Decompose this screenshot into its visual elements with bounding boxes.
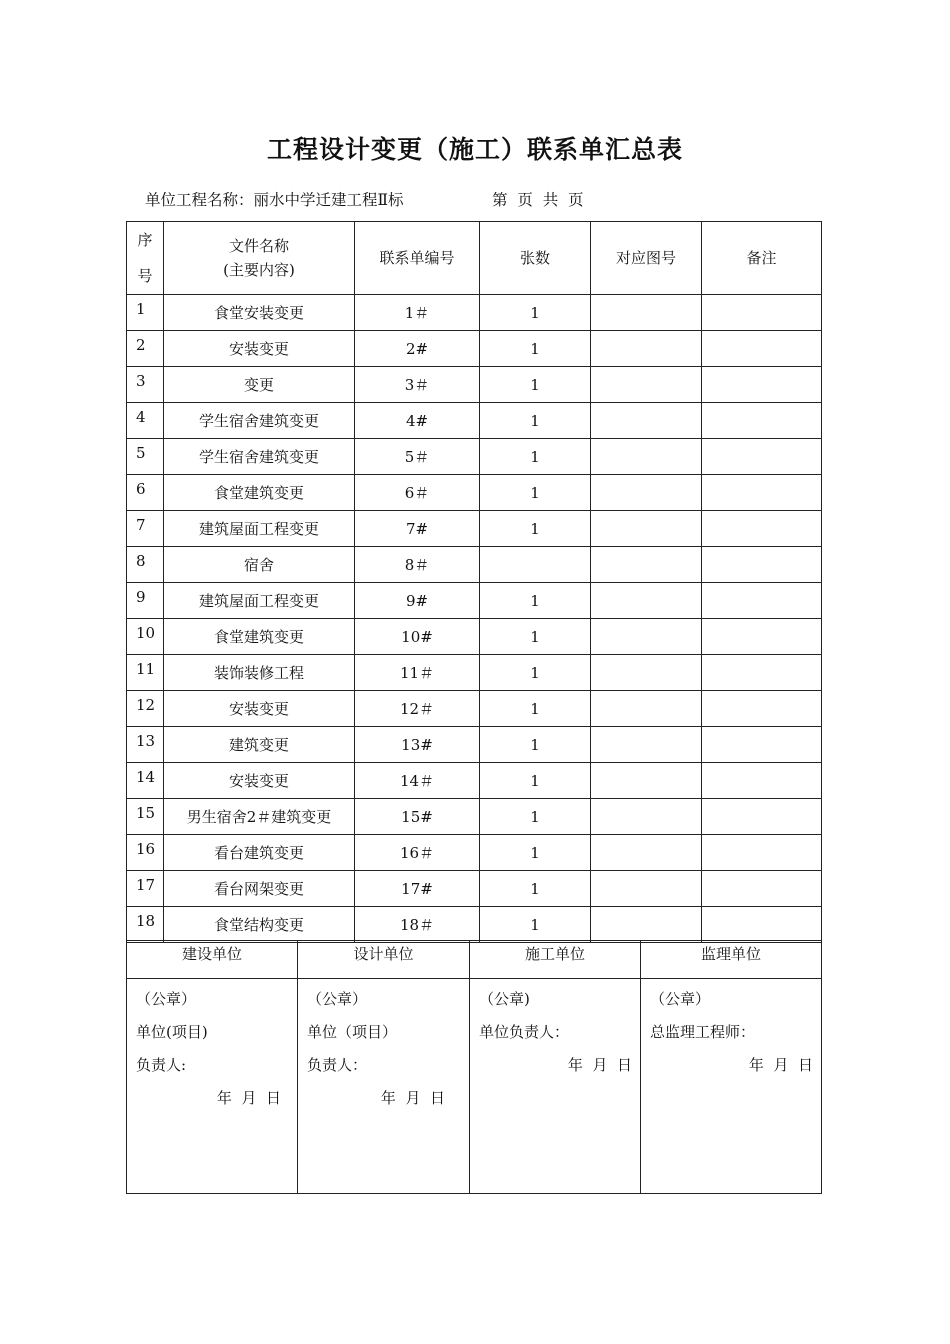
date-label: 年 月 日 — [567, 1056, 632, 1074]
cell-seq: 6 — [127, 475, 164, 511]
cell-drawing-no — [591, 295, 702, 331]
cell-seq: 15 — [127, 799, 164, 835]
cell-file-name: 建筑屋面工程变更 — [164, 511, 355, 547]
cell-sheets: 1 — [480, 727, 591, 763]
cell-remark — [702, 619, 822, 655]
cell-drawing-no — [591, 367, 702, 403]
cell-drawing-no — [591, 475, 702, 511]
header-contact-no: 联系单编号 — [355, 222, 480, 295]
cell-sheets: 1 — [480, 871, 591, 907]
cell-remark — [702, 367, 822, 403]
cell-drawing-no — [591, 331, 702, 367]
cell-sheets: 1 — [480, 691, 591, 727]
cell-seq: 3 — [127, 367, 164, 403]
cell-seq: 2 — [127, 331, 164, 367]
header-drawing-no: 对应图号 — [591, 222, 702, 295]
cell-file-name: 变更 — [164, 367, 355, 403]
cell-sheets: 1 — [480, 439, 591, 475]
responsible-label: 单位负责人： — [479, 1023, 570, 1041]
cell-file-name: 食堂建筑变更 — [164, 619, 355, 655]
header-sheets: 张数 — [480, 222, 591, 295]
cell-drawing-no — [591, 799, 702, 835]
cell-file-name: 建筑变更 — [164, 727, 355, 763]
cell-contact-no: 15# — [355, 799, 480, 835]
cell-remark — [702, 511, 822, 547]
page-title: 工程设计变更（施工）联系单汇总表 — [266, 135, 683, 164]
cell-contact-no: 14＃ — [355, 763, 480, 799]
cell-contact-no: 1＃ — [355, 295, 480, 331]
cell-seq: 7 — [127, 511, 164, 547]
cell-file-name: 食堂建筑变更 — [164, 475, 355, 511]
cell-seq: 17 — [127, 871, 164, 907]
cell-remark — [702, 547, 822, 583]
cell-sheets: 1 — [480, 835, 591, 871]
cell-seq: 10 — [127, 619, 164, 655]
cell-seq: 16 — [127, 835, 164, 871]
date-label: 年 月 日 — [748, 1056, 813, 1074]
cell-remark — [702, 835, 822, 871]
cell-contact-no: 8＃ — [355, 547, 480, 583]
header-file-name-line1: 文件名称 — [228, 237, 289, 255]
responsible-label: 负责人： — [307, 1056, 368, 1074]
cell-drawing-no — [591, 655, 702, 691]
cell-drawing-no — [591, 511, 702, 547]
sign-cell-contractor — [470, 979, 641, 1194]
cell-seq: 4 — [127, 403, 164, 439]
cell-file-name: 宿舍 — [164, 547, 355, 583]
cell-contact-no: 9# — [355, 583, 480, 619]
cell-sheets: 1 — [480, 583, 591, 619]
cell-remark — [702, 763, 822, 799]
cell-sheets: 1 — [480, 511, 591, 547]
table-row — [127, 619, 822, 655]
cell-file-name: 看台网架变更 — [164, 871, 355, 907]
table-row — [127, 511, 822, 547]
signature-body-row — [127, 979, 822, 1194]
cell-drawing-no — [591, 727, 702, 763]
table-row — [127, 727, 822, 763]
sign-cell-design — [298, 979, 470, 1194]
cell-seq: 11 — [127, 655, 164, 691]
cell-file-name: 安装变更 — [164, 331, 355, 367]
table-header-row — [127, 222, 822, 295]
cell-seq: 5 — [127, 439, 164, 475]
cell-file-name: 安装变更 — [164, 691, 355, 727]
cell-sheets: 1 — [480, 907, 591, 943]
summary-table — [126, 221, 822, 943]
cell-drawing-no — [591, 547, 702, 583]
table-row — [127, 367, 822, 403]
cell-sheets: 1 — [480, 403, 591, 439]
cell-remark — [702, 331, 822, 367]
header-seq — [127, 222, 164, 295]
cell-file-name: 安装变更 — [164, 763, 355, 799]
table-row — [127, 871, 822, 907]
cell-contact-no: 17# — [355, 871, 480, 907]
cell-remark — [702, 583, 822, 619]
cell-remark — [702, 727, 822, 763]
cell-remark — [702, 907, 822, 943]
cell-contact-no: 13# — [355, 727, 480, 763]
cell-drawing-no — [591, 439, 702, 475]
cell-contact-no: 7# — [355, 511, 480, 547]
cell-file-name: 学生宿舍建筑变更 — [164, 403, 355, 439]
cell-drawing-no — [591, 583, 702, 619]
cell-remark — [702, 871, 822, 907]
cell-file-name: 看台建筑变更 — [164, 835, 355, 871]
table-row — [127, 547, 822, 583]
cell-file-name: 男生宿舍2＃建筑变更 — [164, 799, 355, 835]
table-row — [127, 655, 822, 691]
sign-header-design: 设计单位 — [298, 941, 470, 979]
cell-sheets — [480, 547, 591, 583]
cell-file-name: 食堂结构变更 — [164, 907, 355, 943]
cell-seq: 1 — [127, 295, 164, 331]
chief-supervisor-label: 总监理工程师： — [650, 1023, 756, 1041]
header-file-name-line2: (主要内容) — [223, 261, 295, 279]
cell-file-name: 建筑屋面工程变更 — [164, 583, 355, 619]
cell-contact-no: 10# — [355, 619, 480, 655]
cell-seq: 13 — [127, 727, 164, 763]
cell-remark — [702, 439, 822, 475]
page-count: 第 页 共 页 — [492, 191, 584, 209]
header-seq-line2: 号 — [137, 267, 153, 285]
cell-contact-no: 18＃ — [355, 907, 480, 943]
sign-cell-construction — [127, 979, 298, 1194]
cell-contact-no: 4# — [355, 403, 480, 439]
cell-remark — [702, 295, 822, 331]
sign-header-construction: 建设单位 — [127, 941, 298, 979]
cell-drawing-no — [591, 619, 702, 655]
cell-sheets: 1 — [480, 619, 591, 655]
cell-sheets: 1 — [480, 655, 591, 691]
sign-cell-supervision — [641, 979, 822, 1194]
signature-header-row — [127, 941, 822, 979]
table-row — [127, 295, 822, 331]
unit-label: 单位(项目) — [136, 1023, 208, 1041]
cell-drawing-no — [591, 403, 702, 439]
cell-sheets: 1 — [480, 475, 591, 511]
table-row — [127, 799, 822, 835]
table-row — [127, 763, 822, 799]
table-row — [127, 691, 822, 727]
table-row — [127, 475, 822, 511]
table-row — [127, 331, 822, 367]
unit-project-name: 单位工程名称：丽水中学迁建工程Ⅱ标 — [145, 191, 404, 209]
cell-contact-no: 2# — [355, 331, 480, 367]
cell-seq: 12 — [127, 691, 164, 727]
cell-drawing-no — [591, 871, 702, 907]
table-row — [127, 907, 822, 943]
cell-sheets: 1 — [480, 295, 591, 331]
cell-file-name: 食堂安装变更 — [164, 295, 355, 331]
cell-seq: 14 — [127, 763, 164, 799]
sign-header-supervision: 监理单位 — [641, 941, 822, 979]
cell-drawing-no — [591, 907, 702, 943]
cell-file-name: 学生宿舍建筑变更 — [164, 439, 355, 475]
cell-seq: 9 — [127, 583, 164, 619]
cell-sheets: 1 — [480, 331, 591, 367]
cell-contact-no: 11＃ — [355, 655, 480, 691]
cell-sheets: 1 — [480, 799, 591, 835]
cell-drawing-no — [591, 691, 702, 727]
date-label: 年 月 日 — [216, 1089, 281, 1107]
table-row — [127, 583, 822, 619]
sign-header-contractor: 施工单位 — [470, 941, 641, 979]
cell-contact-no: 5＃ — [355, 439, 480, 475]
signature-table — [126, 940, 822, 1194]
unit-label: 单位（项目） — [307, 1023, 398, 1041]
cell-remark — [702, 691, 822, 727]
cell-seq: 8 — [127, 547, 164, 583]
cell-remark — [702, 655, 822, 691]
cell-contact-no: 3＃ — [355, 367, 480, 403]
cell-drawing-no — [591, 763, 702, 799]
cell-remark — [702, 403, 822, 439]
header-file-name — [164, 222, 355, 295]
header-seq-line1: 序 — [137, 231, 153, 249]
cell-remark — [702, 475, 822, 511]
cell-file-name: 装饰装修工程 — [164, 655, 355, 691]
cell-sheets: 1 — [480, 763, 591, 799]
seal-label: （公章） — [650, 990, 711, 1008]
cell-contact-no: 6＃ — [355, 475, 480, 511]
responsible-label: 负责人: — [136, 1056, 187, 1074]
table-row — [127, 835, 822, 871]
cell-remark — [702, 799, 822, 835]
seal-label: （公章) — [479, 990, 530, 1008]
table-row — [127, 403, 822, 439]
seal-label: （公章） — [136, 990, 197, 1008]
cell-drawing-no — [591, 835, 702, 871]
header-remarks: 备注 — [702, 222, 822, 295]
cell-sheets: 1 — [480, 367, 591, 403]
date-label: 年 月 日 — [380, 1089, 445, 1107]
cell-seq: 18 — [127, 907, 164, 943]
seal-label: （公章） — [307, 990, 368, 1008]
cell-contact-no: 12＃ — [355, 691, 480, 727]
table-row — [127, 439, 822, 475]
cell-contact-no: 16＃ — [355, 835, 480, 871]
